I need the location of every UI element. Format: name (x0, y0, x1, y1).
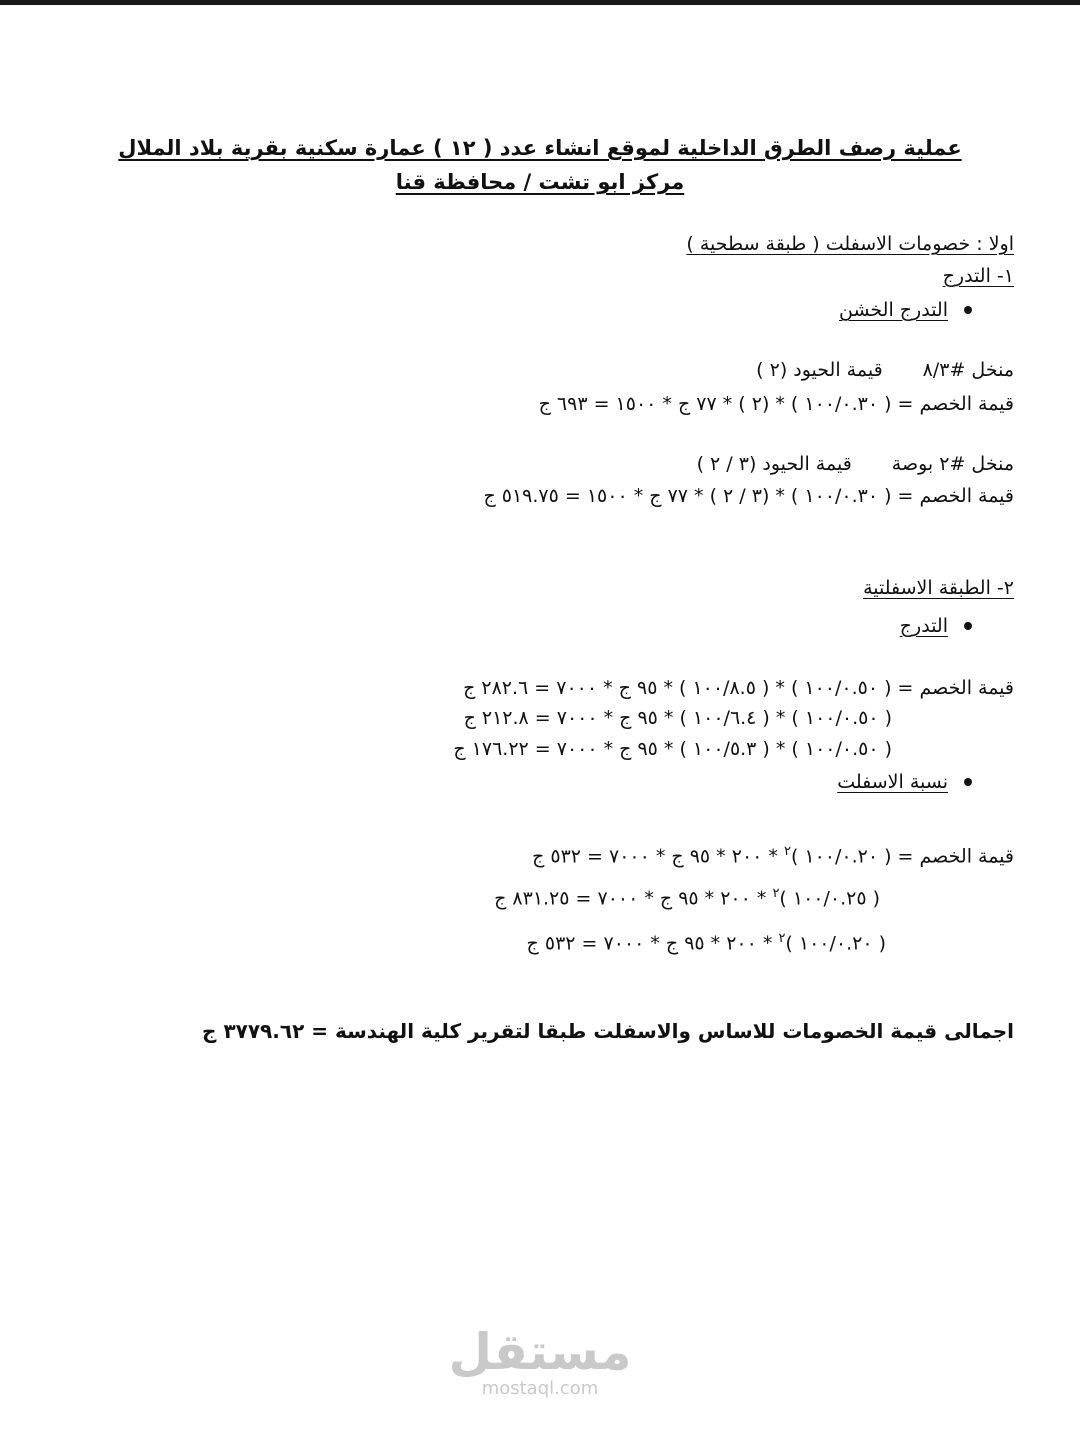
bullet-label: التدرج (899, 615, 948, 637)
calc-b3-rest: * ٢٠٠ * ٩٥ ج * ٧٠٠٠ = ٥٣٢ ج (526, 932, 779, 955)
calc-b1-line (532, 838, 1014, 870)
square-mark: ٢ (772, 886, 780, 901)
calc1-line: قيمة الخصم = ( ١٠٠/٠.٣٠ ) * (٢ ) * ٧٧ ج * ١٥٠٠ = ٦٩٣ ج (538, 393, 1014, 415)
subsection-grading-heading: ١- التدرج (942, 265, 1014, 287)
calc-a3-line: ( ١٠٠/٠.٥٠ ) * ( ١٠٠/٥.٣ ) * ٩٥ ج * ٧٠٠٠ = ١٧٦.٢٢ ج (453, 738, 892, 760)
calc-b2-line (494, 880, 880, 912)
bullet-dot-icon (964, 306, 972, 314)
sieve2-line (697, 450, 1014, 478)
calc-b3-part: ( ١٠٠/٠.٢٠ ) (785, 932, 886, 955)
calc-a2-line: ( ١٠٠/٠.٥٠ ) * ( ١٠٠/٦.٤ ) * ٩٥ ج * ٧٠٠٠ = ٢١٢.٨ ج (463, 707, 892, 729)
bullet-label: التدرج الخشن (839, 299, 948, 321)
calc-b2-rest: * ٢٠٠ * ٩٥ ج * ٧٠٠٠ = ٨٣١.٢٥ ج (494, 887, 773, 910)
calc-a1-line: قيمة الخصم = ( ١٠٠/٠.٥٠ ) * ( ١٠٠/٨.٥ ) * ٩٥ ج * ٧٠٠٠ = ٢٨٢.٦ ج (463, 677, 1014, 699)
total-deductions: اجمالى قيمة الخصومات للاساس والاسفلت طبقا لتقرير كلية الهندسة = ٣٧٧٩.٦٢ ج (202, 1019, 1014, 1043)
sieve2-label: منخل #٢ بوصة (891, 453, 1014, 475)
section2-heading: ٢- الطبقة الاسفلتية (863, 577, 1014, 599)
square-mark: ٢ (778, 931, 786, 946)
mostaql-watermark (440, 1325, 640, 1399)
sieve2-deviation: قيمة الحيود (٣ / ٢ ) (696, 453, 852, 475)
calc-b2-part: ( ١٠٠/٠.٢٥ ) (779, 887, 880, 910)
calc-b1-part: قيمة الخصم = ( ١٠٠/٠.٢٠ ) (790, 845, 1014, 868)
calc-b3-line (527, 925, 886, 957)
square-mark: ٢ (783, 844, 791, 859)
sieve1-label: منخل #٨/٣ (922, 359, 1014, 381)
calc2-line: قيمة الخصم = ( ١٠٠/٠.٣٠ ) * (٣ / ٢ ) * ٧٧ ج * ١٥٠٠ = ٥١٩.٧٥ ج (483, 485, 1014, 507)
bullet-dot-icon (964, 778, 972, 786)
document-title-line1: عملية رصف الطرق الداخلية لموقع انشاء عدد ( ١٢ ) عمارة سكنية بقرية بلاد الملال (118, 136, 962, 160)
bullet-label: نسبة الاسفلت (837, 771, 948, 793)
bullet-asphalt-ratio (837, 768, 1014, 796)
sieve1-line (756, 356, 1014, 384)
bullet-grading (900, 612, 1014, 640)
watermark-url: mostaql.com (481, 1378, 599, 1399)
top-border (0, 0, 1080, 5)
document-title-line2: مركز ابو تشت / محافظة قنا (395, 170, 685, 194)
calc-b1-rest: * ٢٠٠ * ٩٥ ج * ٧٠٠٠ = ٥٣٢ ج (532, 845, 784, 868)
bullet-dot-icon (964, 622, 972, 630)
section1-heading: اولا : خصومات الاسفلت ( طبقة سطحية ) (686, 233, 1014, 255)
watermark-logo-text: مستقل (448, 1323, 632, 1381)
sieve1-deviation: قيمة الحيود (٢ ) (756, 359, 883, 381)
bullet-coarse-grading (839, 296, 1014, 324)
